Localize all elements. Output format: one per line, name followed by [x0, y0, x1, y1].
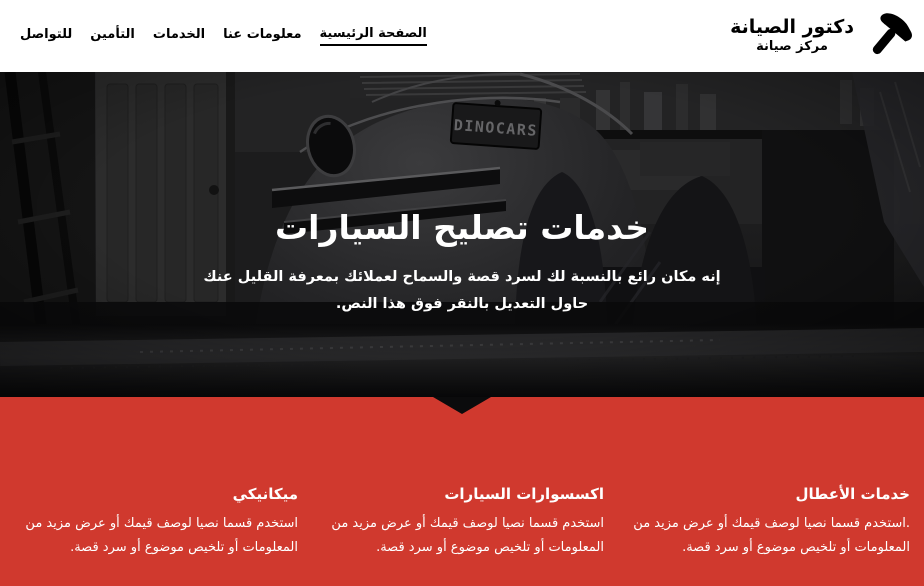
nav-item-contact[interactable]: للتواصل — [20, 27, 73, 42]
service-body: استخدم قسما نصيا لوصف قيمك أو عرض مزيد من المعلومات أو تلخيص موضوع أو سرد قصة. — [25, 515, 298, 555]
main-nav — [20, 26, 427, 46]
hero-subtitle-line1: إنه مكان رائع بالنسبة لك لسرد قصة والسماح لعملائك بمعرفة القليل عنك — [203, 269, 721, 285]
site-header — [0, 0, 924, 72]
hero-title: خدمات تصليح السيارات — [274, 208, 650, 247]
service-column-mechanic — [14, 485, 298, 560]
logo-subtitle: مركز صيانة — [756, 38, 828, 54]
logo-title: دكتور الصيانة — [730, 16, 854, 39]
hero-subtitle-line2: حاول التعديل بالنقر فوق هذا النص. — [335, 296, 589, 312]
services-section — [0, 397, 924, 586]
service-heading: ميكانيكي — [232, 485, 298, 503]
nav-item-home[interactable]: الصفحة الرئيسية — [320, 26, 427, 46]
section-notch — [433, 397, 491, 414]
nav-item-about[interactable]: معلومات عنا — [223, 27, 302, 42]
service-columns — [14, 485, 910, 560]
hero-subtitle — [203, 264, 720, 318]
site-logo[interactable] — [730, 9, 914, 63]
service-body: .استخدم قسما نصيا لوصف قيمك أو عرض مزيد من المعلومات أو تلخيص موضوع أو سرد قصة. — [633, 515, 910, 555]
service-column-breakdown — [626, 485, 910, 560]
hammer-icon — [862, 9, 914, 63]
service-body: استخدم قسما نصيا لوصف قيمك أو عرض مزيد من المعلومات أو تلخيص موضوع أو سرد قصة. — [331, 515, 604, 555]
logo-text — [730, 16, 854, 56]
hero-content — [0, 72, 924, 397]
service-column-accessories — [320, 485, 604, 560]
hero-section — [0, 72, 924, 397]
nav-item-insurance[interactable]: التأمين — [90, 27, 135, 42]
service-heading: اكسسوارات السيارات — [444, 485, 604, 503]
service-heading: خدمات الأعطال — [795, 485, 910, 503]
nav-item-services[interactable]: الخدمات — [152, 27, 206, 42]
